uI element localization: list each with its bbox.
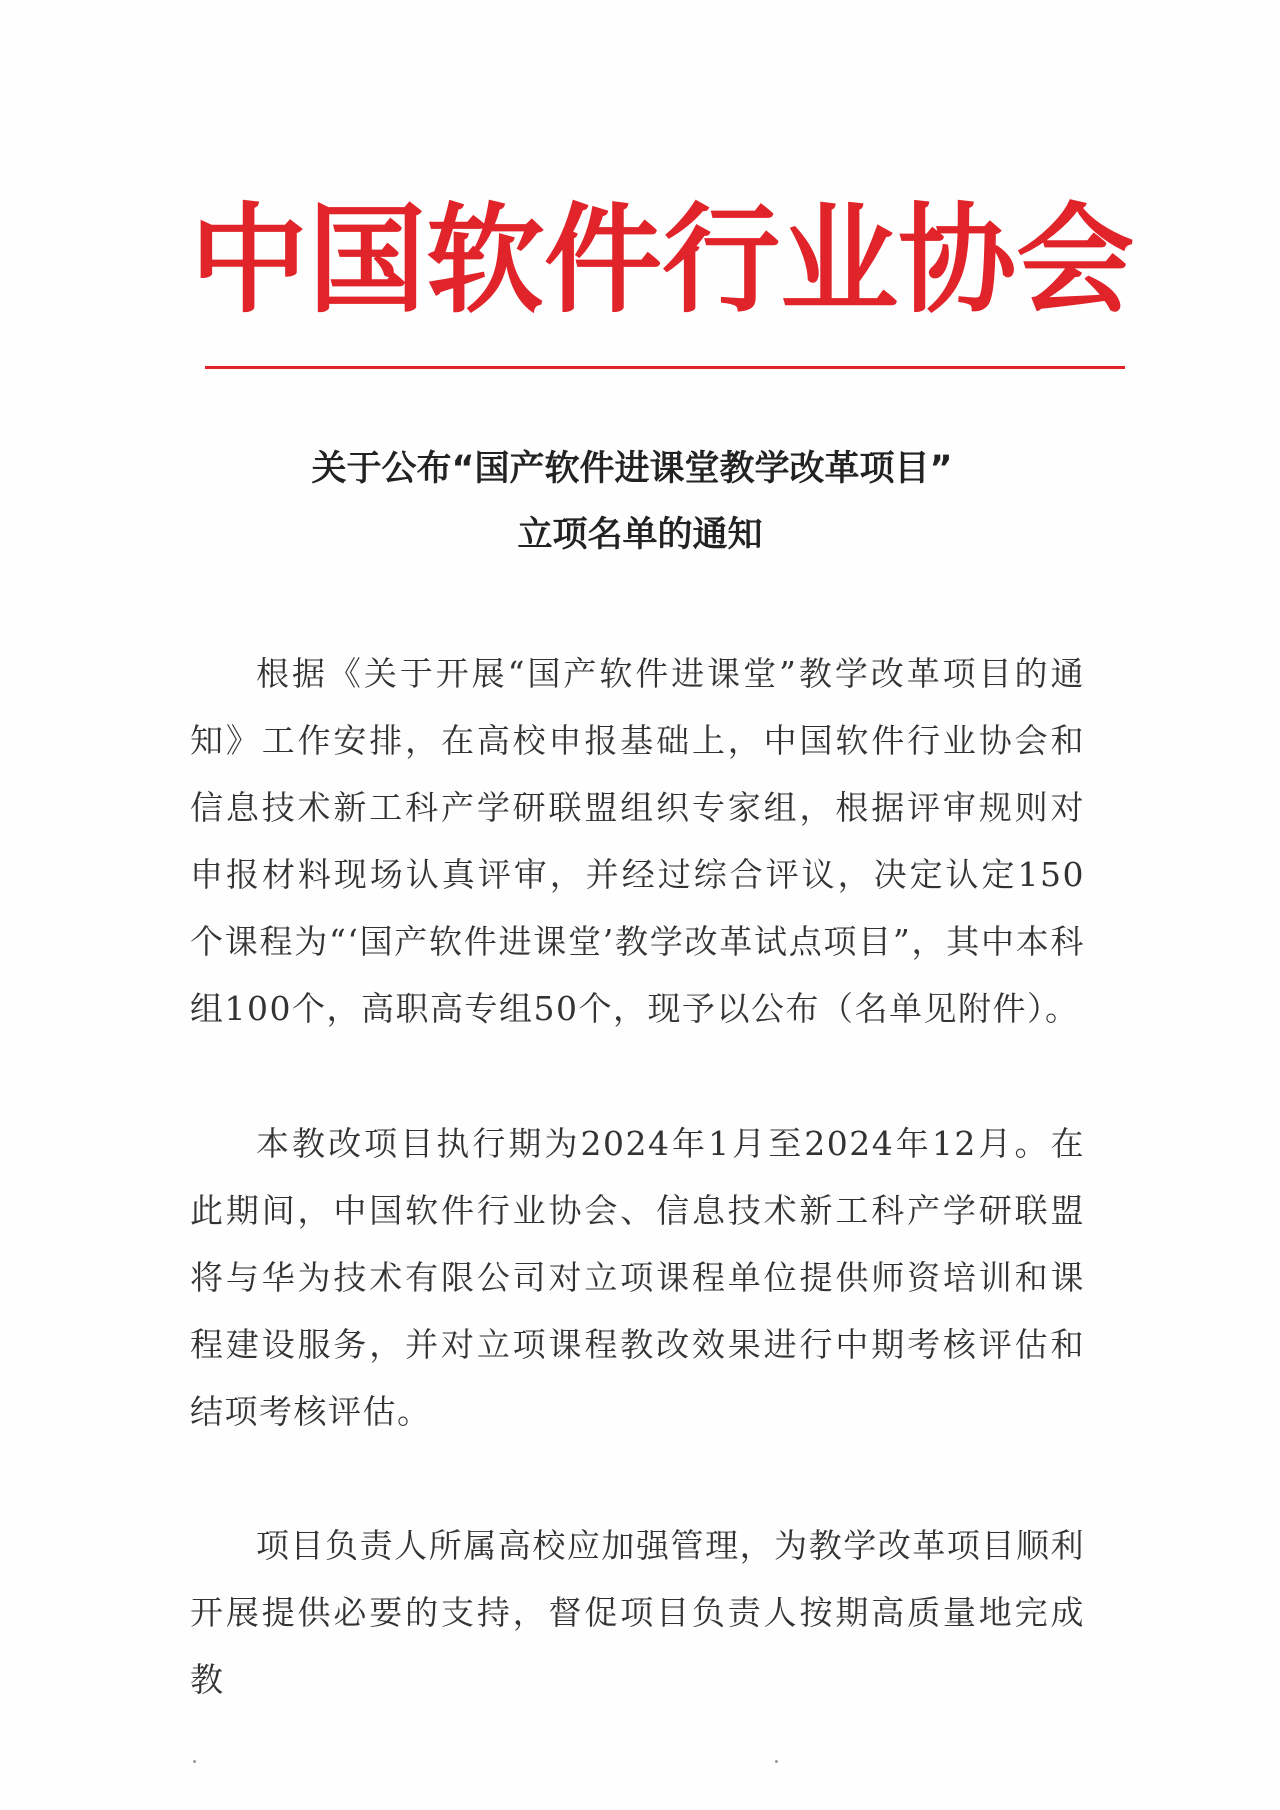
letterhead-char: 会 bbox=[1016, 190, 1135, 329]
letterhead-char: 中 bbox=[190, 190, 309, 329]
notice-title-line-2: 立项名单的通知 bbox=[517, 515, 763, 555]
letterhead-char: 国 bbox=[308, 190, 427, 329]
letterhead-char: 软 bbox=[426, 190, 545, 329]
body-paragraph-3: 项目负责人所属高校应加强管理，为教学改革项目顺利开展提供必要的支持，督促项目负责人按期高质量地完成教 bbox=[190, 1526, 1085, 1699]
notice-title-line-1: 关于公布“国产软件进课堂教学改革项目” bbox=[311, 449, 953, 489]
letterhead-char: 行 bbox=[662, 190, 781, 329]
scan-speck bbox=[193, 1760, 196, 1763]
letterhead-char: 件 bbox=[544, 190, 663, 329]
letterhead-char: 协 bbox=[898, 190, 1017, 329]
letterhead-divider bbox=[205, 366, 1125, 369]
scan-speck bbox=[775, 1760, 778, 1763]
letterhead-char: 业 bbox=[780, 190, 899, 329]
body-paragraph-1: 根据《关于开展“国产软件进课堂”教学改革项目的通知》工作安排，在高校申报基础上，中国软件行业协会和信息技术新工科产学研联盟组织专家组，根据评审规则对申报材料现场认真评审，并经过综合评议，决定认定150个课程为“‘国产软件进课堂’教学改革试点项目”，其中本科组100个，高职高专组50个，现予以公布（名单见附件）。 bbox=[190, 654, 1085, 1028]
letterhead bbox=[190, 185, 1135, 335]
body-paragraph-2: 本教改项目执行期为2024年1月至2024年12月。在此期间，中国软件行业协会、信息技术新工科产学研联盟将与华为技术有限公司对立项课程单位提供师资培训和课程建设服务，并对立项课程教改效果进行中期考核评估和结项考核评估。 bbox=[190, 1124, 1085, 1431]
